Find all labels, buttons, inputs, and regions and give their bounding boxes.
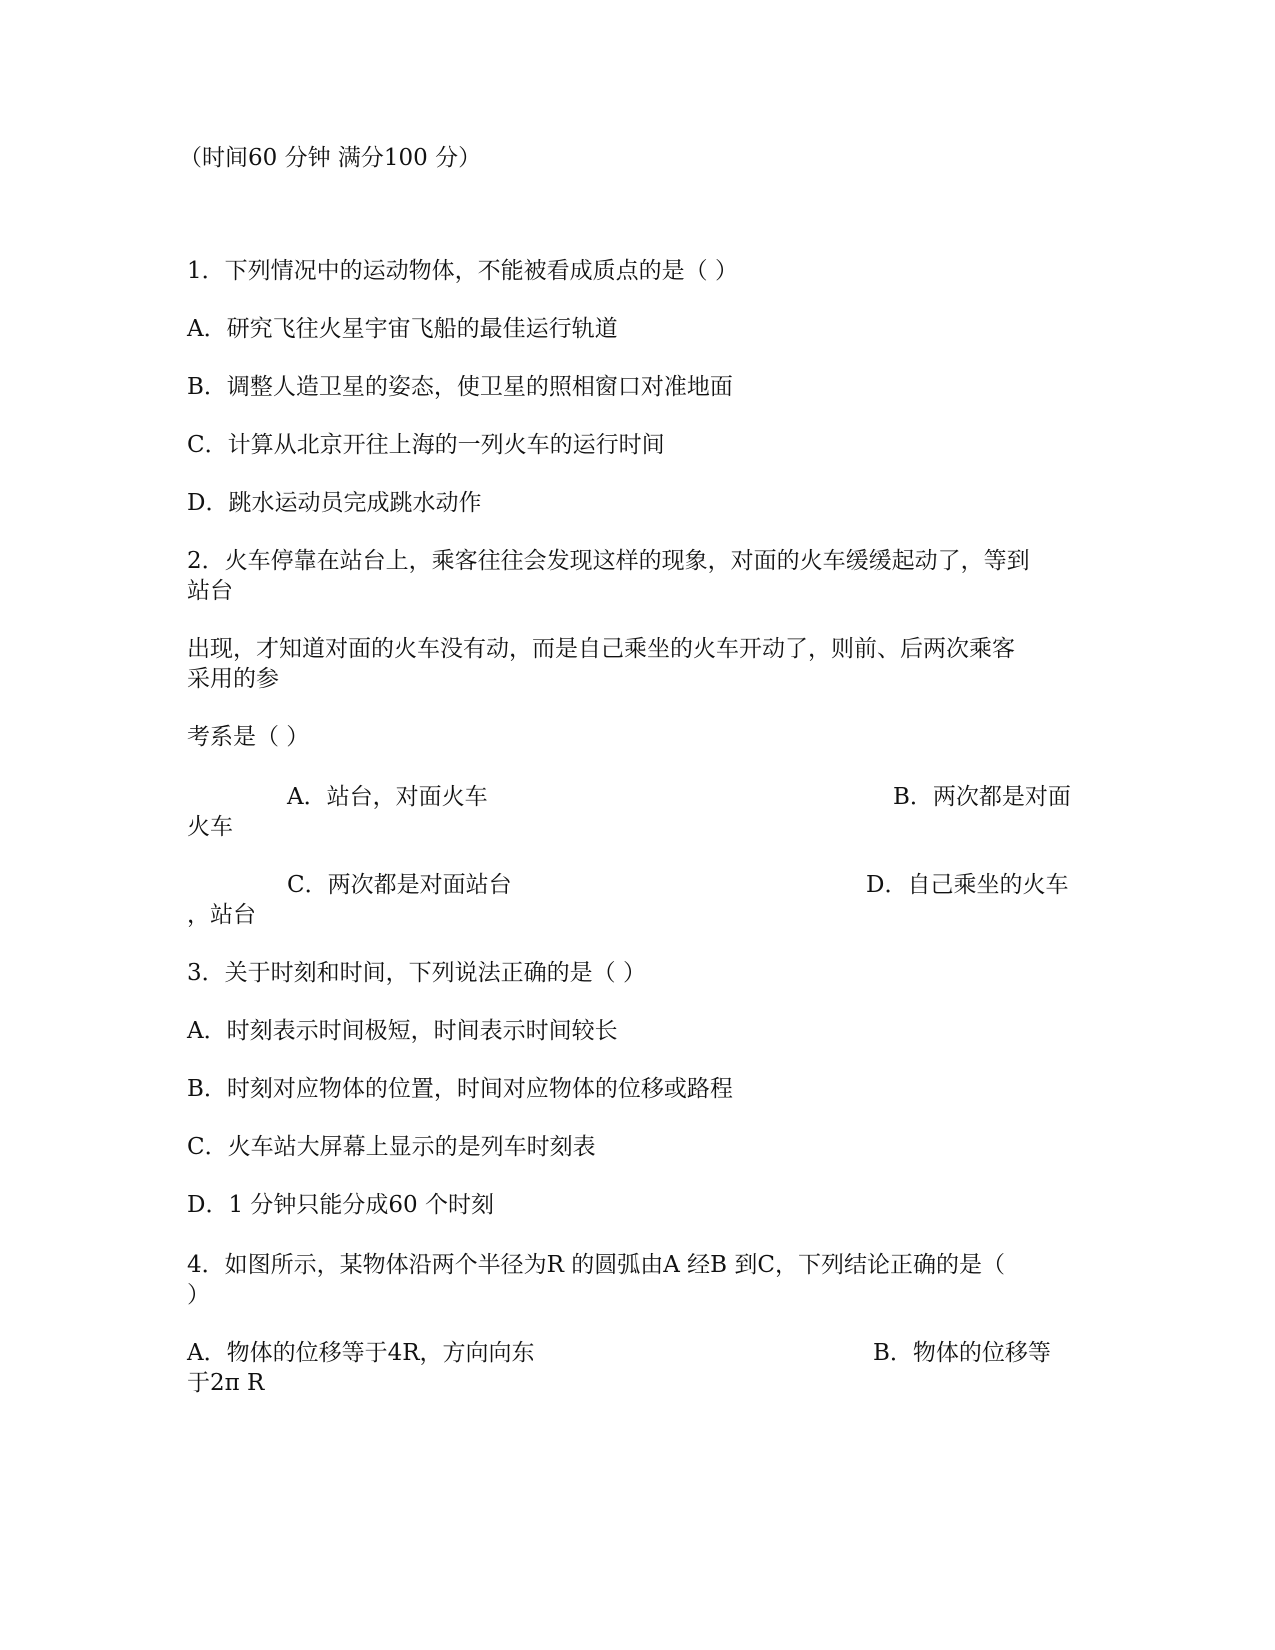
q4-stem-line-2: ） xyxy=(187,1282,210,1308)
q2-option-b-part-1: B．两次都是对面 xyxy=(893,784,1071,810)
q2-option-d-part-2: ，站台 xyxy=(187,902,256,928)
q2-stem-line-2: 站台 xyxy=(187,578,233,604)
q1-option-b: B．调整人造卫星的姿态，使卫星的照相窗口对准地面 xyxy=(187,374,733,400)
q2-option-a: A．站台，对面火车 xyxy=(287,784,488,810)
q3-stem: 3．关于时刻和时间，下列说法正确的是（ ） xyxy=(187,960,646,986)
q3-option-c: C．火车站大屏幕上显示的是列车时刻表 xyxy=(187,1134,596,1160)
q2-stem-line-4: 采用的参 xyxy=(187,666,279,692)
q4-option-b-part-1: B．物体的位移等 xyxy=(873,1340,1051,1366)
q2-option-d-part-1: D．自己乘坐的火车 xyxy=(866,872,1069,898)
q2-stem-line-1: 2．火车停靠在站台上，乘客往往会发现这样的现象，对面的火车缓缓起动了，等到 xyxy=(187,548,1030,574)
q1-option-d: D．跳水运动员完成跳水动作 xyxy=(187,490,482,516)
q2-option-c: C．两次都是对面站台 xyxy=(287,872,512,898)
q4-option-a: A．物体的位移等于4R，方向向东 xyxy=(187,1340,535,1366)
q2-stem-line-5: 考系是（ ） xyxy=(187,724,310,750)
q3-option-a: A．时刻表示时间极短，时间表示时间较长 xyxy=(187,1018,618,1044)
q1-option-c: C．计算从北京开往上海的一列火车的运行时间 xyxy=(187,432,665,458)
q2-stem-line-3: 出现，才知道对面的火车没有动，而是自己乘坐的火车开动了，则前、后两次乘客 xyxy=(187,636,1015,662)
time-and-score-note: （时间60 分钟 满分100 分） xyxy=(179,145,482,171)
q4-option-b-part-2: 于2π R xyxy=(187,1370,265,1396)
q2-option-b-part-2: 火车 xyxy=(187,814,233,840)
q1-option-a: A．研究飞往火星宇宙飞船的最佳运行轨道 xyxy=(187,316,618,342)
q1-stem: 1．下列情况中的运动物体，不能被看成质点的是（ ） xyxy=(187,258,738,284)
q3-option-d: D．1 分钟只能分成60 个时刻 xyxy=(187,1192,494,1218)
q3-option-b: B．时刻对应物体的位置，时间对应物体的位移或路程 xyxy=(187,1076,733,1102)
q4-stem-line-1: 4．如图所示，某物体沿两个半径为R 的圆弧由A 经B 到C，下列结论正确的是（ xyxy=(187,1252,1005,1278)
